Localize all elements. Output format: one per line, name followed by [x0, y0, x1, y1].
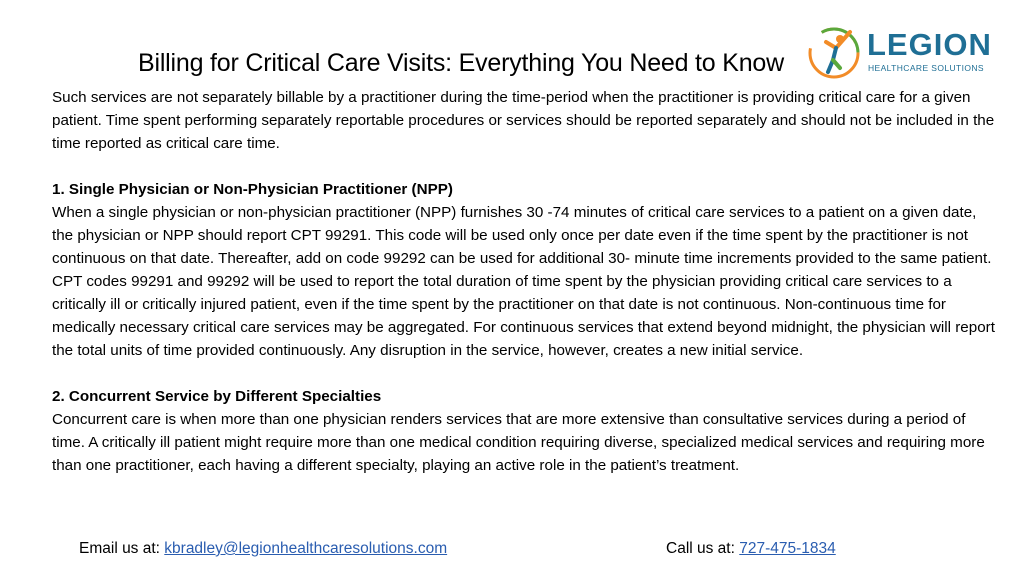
body-content: [52, 86, 997, 477]
email-label: Email us at:: [79, 540, 165, 557]
intro-paragraph: Such services are not separately billable by a practitioner during the time-period when the practitioner is providing critical care for a given patient. Time spent performing separately reportable procedures or services should be reported separately and should not be included in the time reported as critical care time.: [52, 89, 995, 152]
logo-wordmark: LEGION: [867, 27, 992, 62]
footer-phone: [666, 540, 836, 558]
logo-tagline: HEALTHCARE SOLUTIONS: [868, 63, 985, 73]
section-heading: 2. Concurrent Service by Different Specialties: [52, 388, 382, 405]
phone-link[interactable]: 727-475-1834: [739, 540, 836, 557]
legion-figure-icon: [806, 22, 864, 82]
section-body: Concurrent care is when more than one physician renders services that are more extensive than consultative services during a period of time. A critically ill patient might require more than one medical condition requiring diverse, specialized medical services and requiring more than one practitioner, each having a different specialty, playing an active role in the patient’s treatment.: [52, 411, 985, 474]
footer-email: [79, 540, 447, 558]
email-link[interactable]: kbradley@legionhealthcaresolutions.com: [164, 540, 448, 557]
phone-label: Call us at:: [666, 540, 740, 557]
legion-logo: [806, 22, 992, 82]
page-title: Billing for Critical Care Visits: Everything You Need to Know: [138, 48, 784, 77]
section-heading: 1. Single Physician or Non-Physician Practitioner (NPP): [52, 181, 453, 198]
section-body: When a single physician or non-physician practitioner (NPP) furnishes 30 -74 minutes of critical care services to a patient on a given date, the physician or NPP should report CPT 99291. This code will be used only once per date even if the time spent by the practitioner is not continuous on that date. Thereafter, add on code 99292 can be used for additional 30- minute time increments provided to the same patient. CPT codes 99291 and 99292 will be used to report the total duration of time spent by the physician providing critical care services to a critically ill or critically injured patient, even if the time spent by the practitioner on that date is not continuous. Non-continuous time for medically necessary critical care services may be aggregated. For continuous services that extend beyond midnight, the physician will report the total units of time provided continuously. Any disruption in the service, however, creates a new initial service.: [52, 204, 995, 359]
